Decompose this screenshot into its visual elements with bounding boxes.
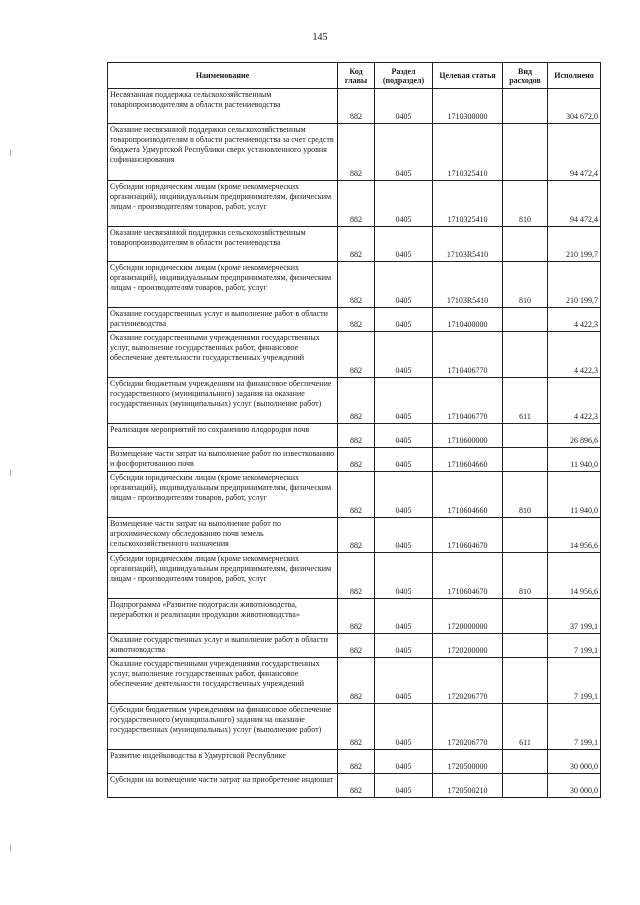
row-name: Возмещение части затрат на выполнение работ по известкованию и фосфоритованию почв [108, 448, 338, 472]
row-name: Субсидии юридическим лицам (кроме некоммерческих организаций), индивидуальным предпринимателям, физическим лицам - производителям товаров, работ, услуг [108, 262, 338, 308]
table-row [108, 704, 601, 750]
row-name: Субсидии юридическим лицам (кроме некоммерческих организаций), индивидуальным предпринимателям, физическим лицам - производителям товаров, работ, услуг [108, 181, 338, 227]
row-celevaya: 1720200000 [433, 634, 503, 658]
row-name: Несвязанная поддержка сельскохозяйственным товаропроизводителям в области растениеводства [108, 89, 338, 124]
row-razdel: 0405 [375, 518, 433, 553]
table-row [108, 424, 601, 448]
row-vid [503, 332, 548, 378]
row-name: Субсидии бюджетным учреждениям на финансовое обеспечение государственного (муниципального) задания на оказание государственных (муниципальных) услуг (выполнение работ) [108, 704, 338, 750]
table-row [108, 658, 601, 704]
row-razdel: 0405 [375, 472, 433, 518]
row-name: Оказание несвязанной поддержки сельскохозяйственным товаропроизводителям в области растениеводства за счет средств бюджета Удмуртской Республики сверх установленного уровня софинансирования [108, 124, 338, 181]
table-row [108, 378, 601, 424]
row-kod: 882 [338, 750, 375, 774]
row-vid: 810 [503, 553, 548, 599]
row-kod: 882 [338, 124, 375, 181]
row-razdel: 0405 [375, 227, 433, 262]
row-razdel: 0405 [375, 332, 433, 378]
row-celevaya: 1710300000 [433, 89, 503, 124]
row-name: Оказание государственных услуг и выполнение работ в области животноводства [108, 634, 338, 658]
row-celevaya: 17103R5410 [433, 262, 503, 308]
table-row [108, 750, 601, 774]
scan-mark [10, 150, 11, 156]
row-kod: 882 [338, 774, 375, 798]
row-razdel: 0405 [375, 634, 433, 658]
row-vid [503, 124, 548, 181]
row-ispolneno: 7 199,1 [548, 634, 601, 658]
row-ispolneno: 11 940,0 [548, 472, 601, 518]
row-vid: 810 [503, 472, 548, 518]
header-ispolneno: Исполнено [548, 63, 601, 89]
row-razdel: 0405 [375, 704, 433, 750]
row-vid: 810 [503, 181, 548, 227]
row-razdel: 0405 [375, 658, 433, 704]
row-kod: 882 [338, 227, 375, 262]
header-celevaya: Целевая статья [433, 63, 503, 89]
table-row [108, 553, 601, 599]
row-razdel: 0405 [375, 89, 433, 124]
row-celevaya: 1710400000 [433, 308, 503, 332]
row-celevaya: 1710604660 [433, 472, 503, 518]
row-kod: 882 [338, 332, 375, 378]
row-ispolneno: 4 422,3 [548, 378, 601, 424]
row-name: Оказание несвязанной поддержки сельскохозяйственным товаропроизводителям в области растениеводства [108, 227, 338, 262]
row-razdel: 0405 [375, 378, 433, 424]
row-ispolneno: 94 472,4 [548, 124, 601, 181]
row-name: Развитие индейководства в Удмуртской Республике [108, 750, 338, 774]
table-row [108, 227, 601, 262]
page-number: 145 [312, 32, 328, 43]
row-vid: 810 [503, 262, 548, 308]
row-ispolneno: 94 472,4 [548, 181, 601, 227]
row-celevaya: 1720500210 [433, 774, 503, 798]
table-row [108, 262, 601, 308]
table-row [108, 774, 601, 798]
table-row [108, 472, 601, 518]
row-ispolneno: 11 940,0 [548, 448, 601, 472]
row-kod: 882 [338, 599, 375, 634]
row-razdel: 0405 [375, 424, 433, 448]
row-razdel: 0405 [375, 750, 433, 774]
row-vid [503, 750, 548, 774]
row-vid [503, 599, 548, 634]
row-name: Субсидии юридическим лицам (кроме некоммерческих организаций), индивидуальным предпринимателям, физическим лицам - производителям товаров, работ, услуг [108, 472, 338, 518]
row-name: Субсидии бюджетным учреждениям на финансовое обеспечение государственного (муниципального) задания на оказание государственных (муниципальных) услуг (выполнение работ) [108, 378, 338, 424]
table-header-row [108, 63, 601, 89]
row-kod: 882 [338, 658, 375, 704]
row-celevaya: 1710406770 [433, 332, 503, 378]
row-kod: 882 [338, 378, 375, 424]
scan-mark [10, 470, 11, 476]
row-vid: 611 [503, 704, 548, 750]
row-celevaya: 1710604670 [433, 553, 503, 599]
row-celevaya: 17103R5410 [433, 227, 503, 262]
row-razdel: 0405 [375, 262, 433, 308]
table-row [108, 518, 601, 553]
table-row [108, 448, 601, 472]
scan-mark [10, 845, 11, 851]
row-ispolneno: 14 956,6 [548, 553, 601, 599]
row-kod: 882 [338, 634, 375, 658]
row-vid [503, 89, 548, 124]
row-ispolneno: 210 199,7 [548, 262, 601, 308]
row-vid [503, 658, 548, 704]
row-kod: 882 [338, 89, 375, 124]
row-kod: 882 [338, 704, 375, 750]
row-celevaya: 1710325410 [433, 124, 503, 181]
table-row [108, 332, 601, 378]
row-celevaya: 1710604660 [433, 448, 503, 472]
row-celevaya: 1720500000 [433, 750, 503, 774]
row-kod: 882 [338, 553, 375, 599]
row-razdel: 0405 [375, 181, 433, 227]
row-name: Возмещение части затрат на выполнение работ по агрохимическому обследованию почв земель сельскохозяйственного назначения [108, 518, 338, 553]
row-razdel: 0405 [375, 599, 433, 634]
row-vid [503, 518, 548, 553]
row-celevaya: 1720000000 [433, 599, 503, 634]
header-razdel: Раздел (подраздел) [375, 63, 433, 89]
table-row [108, 89, 601, 124]
row-razdel: 0405 [375, 448, 433, 472]
row-ispolneno: 26 896,6 [548, 424, 601, 448]
row-ispolneno: 7 199,1 [548, 658, 601, 704]
row-celevaya: 1720206770 [433, 704, 503, 750]
header-name: Наименование [108, 63, 338, 89]
row-razdel: 0405 [375, 308, 433, 332]
row-ispolneno: 4 422,3 [548, 308, 601, 332]
row-kod: 882 [338, 181, 375, 227]
row-name: Оказание государственными учреждениями государственных услуг, выполнение государственных работ, финансовое обеспечение деятельности государственных учреждений [108, 658, 338, 704]
row-kod: 882 [338, 472, 375, 518]
budget-execution-table [107, 62, 601, 798]
row-kod: 882 [338, 424, 375, 448]
row-celevaya: 1720206770 [433, 658, 503, 704]
row-name: Оказание государственных услуг и выполнение работ в области растениеводства [108, 308, 338, 332]
table-row [108, 308, 601, 332]
row-name: Оказание государственными учреждениями государственных услуг, выполнение государственных работ, финансовое обеспечение деятельности государственных учреждений [108, 332, 338, 378]
row-name: Субсидии юридическим лицам (кроме некоммерческих организаций), индивидуальным предпринимателям, физическим лицам - производителям товаров, работ, услуг [108, 553, 338, 599]
row-ispolneno: 14 956,6 [548, 518, 601, 553]
row-vid [503, 308, 548, 332]
row-ispolneno: 30 000,0 [548, 774, 601, 798]
row-razdel: 0405 [375, 774, 433, 798]
row-vid [503, 774, 548, 798]
row-celevaya: 1710325410 [433, 181, 503, 227]
row-ispolneno: 7 199,1 [548, 704, 601, 750]
row-vid [503, 634, 548, 658]
row-ispolneno: 210 199,7 [548, 227, 601, 262]
row-ispolneno: 304 672,0 [548, 89, 601, 124]
row-kod: 882 [338, 518, 375, 553]
row-ispolneno: 37 199,1 [548, 599, 601, 634]
row-kod: 882 [338, 262, 375, 308]
table-row [108, 634, 601, 658]
row-vid [503, 424, 548, 448]
header-vid: Вид расходов [503, 63, 548, 89]
row-celevaya: 1710604670 [433, 518, 503, 553]
row-ispolneno: 4 422,3 [548, 332, 601, 378]
header-kod: Код главы [338, 63, 375, 89]
row-name: Подпрограмма «Развитие подотрасли животноводства, переработки и реализации продукции животноводства» [108, 599, 338, 634]
row-razdel: 0405 [375, 553, 433, 599]
row-kod: 882 [338, 448, 375, 472]
row-kod: 882 [338, 308, 375, 332]
row-celevaya: 1710600000 [433, 424, 503, 448]
row-name: Субсидии на возмещение части затрат на приобретение индюшат [108, 774, 338, 798]
row-vid [503, 448, 548, 472]
row-razdel: 0405 [375, 124, 433, 181]
row-ispolneno: 30 000,0 [548, 750, 601, 774]
table-row [108, 124, 601, 181]
row-celevaya: 1710406770 [433, 378, 503, 424]
row-vid: 611 [503, 378, 548, 424]
row-vid [503, 227, 548, 262]
row-name: Реализация мероприятий по сохранению плодородия почв [108, 424, 338, 448]
table-row [108, 181, 601, 227]
table-row [108, 599, 601, 634]
